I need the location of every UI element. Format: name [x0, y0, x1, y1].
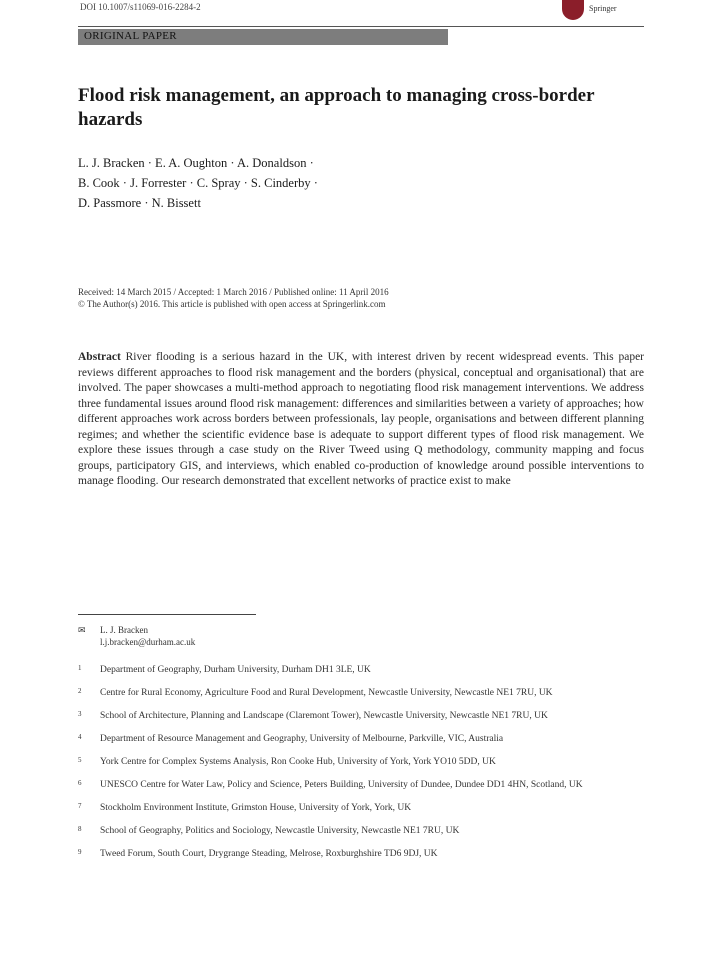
affiliation-text: School of Geography, Politics and Sociology, Newcastle University, Newcastle NE1 7RU, UK: [100, 826, 460, 836]
section-banner-label: ORIGINAL PAPER: [84, 30, 177, 42]
affiliation-text: Department of Geography, Durham University, Durham DH1 3LE, UK: [100, 665, 371, 675]
affiliation-text: Centre for Rural Economy, Agriculture Food and Rural Development, Newcastle University, Newcastle NE1 7RU, UK: [100, 688, 553, 698]
publisher-logo: [562, 0, 642, 20]
paper-title: Flood risk management, an approach to managing cross-border hazards: [78, 85, 595, 130]
author-list: [78, 153, 558, 213]
abstract-label: Abstract: [78, 351, 121, 363]
affiliation-item: [78, 733, 644, 745]
affiliation-item: [78, 687, 644, 699]
affiliation-text: School of Architecture, Planning and Landscape (Claremont Tower), Newcastle University, Newcastle NE1 7RU, UK: [100, 711, 548, 721]
publisher-name: Springer: [589, 4, 617, 13]
affiliation-number: 2: [78, 687, 82, 695]
footnote-rule: [78, 614, 256, 615]
affiliation-number: 7: [78, 802, 82, 810]
affiliation-text: Stockholm Environment Institute, Grimston House, University of York, York, UK: [100, 803, 412, 813]
affiliation-item: [78, 779, 644, 791]
received-dates: Received: 14 March 2015 / Accepted: 1 March 2016 / Published online: 11 April 2016: [78, 287, 389, 297]
copyright-notice: © The Author(s) 2016. This article is published with open access at Springerlink.com: [78, 299, 386, 309]
affiliation-text: Tweed Forum, South Court, Drygrange Steading, Melrose, Roxburghshire TD6 9DJ, UK: [100, 849, 438, 859]
affiliation-text: UNESCO Centre for Water Law, Policy and Science, Peters Building, University of Dundee, Dundee DD1 4HN, Scotland, UK: [100, 780, 583, 790]
affiliation-item: [78, 848, 644, 860]
affiliation-item: [78, 756, 644, 768]
author-line: D. Passmore · N. Bissett: [78, 196, 201, 210]
section-banner: [78, 29, 448, 45]
abstract: [78, 350, 644, 490]
affiliation-number: 3: [78, 710, 82, 718]
affiliation-text: York Centre for Complex Systems Analysis, Ron Cooke Hub, University of York, York YO10 5DD, UK: [100, 757, 496, 767]
author-line: B. Cook · J. Forrester · C. Spray · S. Cinderby ·: [78, 176, 318, 190]
abstract-text: River flooding is a serious hazard in the UK, with interest driven by recent widespread events. This paper reviews different approaches to flood risk management and the borders (physical, conceptual and organisational) that are involved. The paper showcases a multi-method approach to negotiating flood risk management interventions. We address three fundamental issues around flood risk management: differences and similarities between a variety of approaches; how different approaches work across borders between professionals, lay people, organisations and between different planning regimes; and whether the scientific evidence base is adequate to support different types of flood risk management. We explore these issues through a case study on the River Tweed using Q methodology, community mapping and focus groups, participatory GIS, and interviews, which enabled co-production of knowledge around possible interventions to manage flooding. Our research demonstrated that excellent networks of practice exist to make: [78, 351, 644, 487]
affiliation-item: [78, 825, 644, 837]
publisher-crest-icon: [562, 0, 584, 20]
header-rule: [78, 26, 644, 27]
affiliation-item: [78, 802, 644, 814]
affiliation-text: Department of Resource Management and Geography, University of Melbourne, Parkville, VIC, Australia: [100, 734, 504, 744]
doi-text: DOI 10.1007/s11069-016-2284-2: [80, 2, 201, 12]
publication-history: [78, 286, 644, 310]
affiliation-number: 4: [78, 733, 82, 741]
affiliation-number: 5: [78, 756, 82, 764]
author-line: L. J. Bracken · E. A. Oughton · A. Donaldson ·: [78, 156, 314, 170]
corresponding-name: L. J. Bracken: [100, 625, 148, 635]
corresponding-email[interactable]: l.j.bracken@durham.ac.uk: [100, 637, 196, 647]
affiliation-number: 8: [78, 825, 82, 833]
affiliation-list: [78, 664, 644, 871]
affiliation-item: [78, 664, 644, 676]
envelope-icon: ✉: [78, 625, 86, 635]
affiliation-item: [78, 710, 644, 722]
affiliation-number: 6: [78, 779, 82, 787]
affiliation-number: 1: [78, 664, 82, 672]
affiliation-number: 9: [78, 848, 82, 856]
